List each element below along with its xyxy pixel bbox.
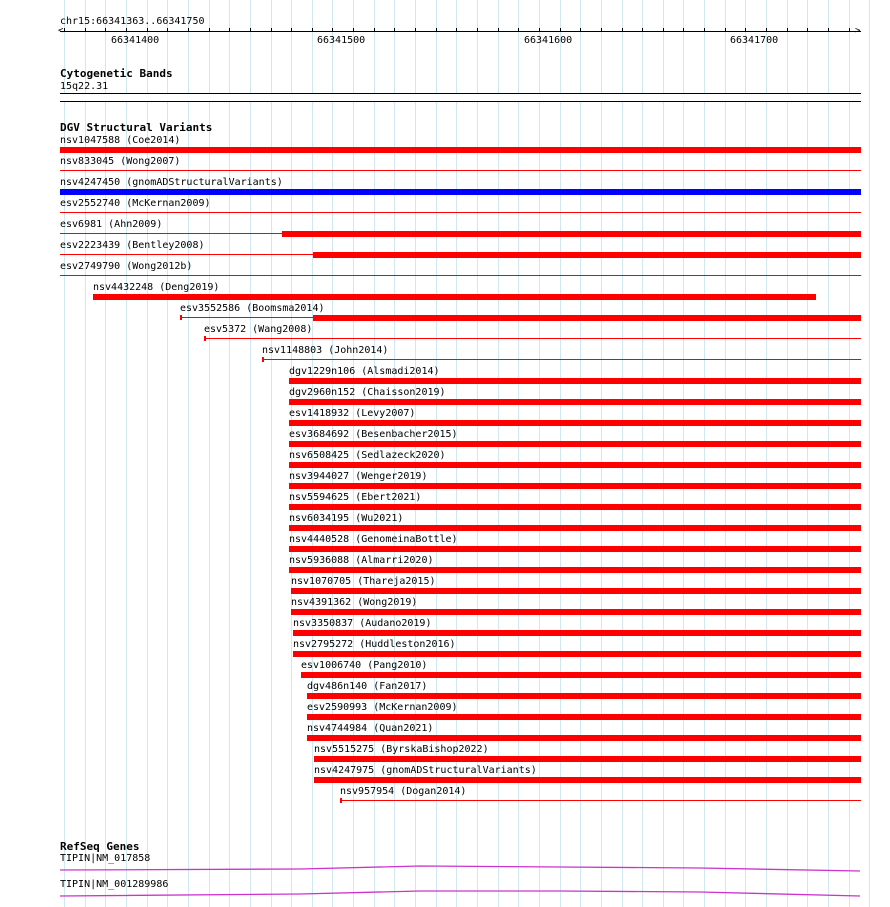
ruler-tick [622,28,623,32]
ruler-tick [250,28,251,32]
ruler-tick [642,28,643,32]
variant-bar[interactable] [293,651,861,657]
variant-label[interactable]: esv3552586 (Boomsma2014) [180,303,325,314]
ruler-tick [745,28,746,32]
grid-line [642,0,643,907]
ruler-tick [167,28,168,32]
variant-label[interactable]: nsv957954 (Dogan2014) [340,786,467,797]
variant-bar[interactable] [314,777,861,783]
variant-bar[interactable] [289,378,861,384]
variant-bar-segment[interactable] [282,231,861,237]
grid-line [229,0,230,907]
ruler-tick [374,28,375,32]
grid-line [580,0,581,907]
ruler-tick [580,28,581,32]
variant-label[interactable]: esv2749790 (Wong2012b) [60,261,193,272]
grid-line [663,0,664,907]
grid-line [704,0,705,907]
variant-bar[interactable] [60,212,861,213]
gene-model-nm-017858[interactable] [60,866,860,871]
ruler-tick [394,28,395,32]
grid-line [745,0,746,907]
ruler-tick [477,28,478,32]
ruler-tick [126,28,127,32]
variant-bar[interactable] [262,359,861,360]
ruler-tick [105,28,106,32]
grid-line [828,0,829,907]
ruler-tick [683,28,684,32]
variant-label[interactable]: esv1418932 (Levy2007) [289,408,416,419]
ruler-tick [456,28,457,32]
variant-bar[interactable] [60,189,861,195]
ruler-axis [60,31,861,32]
grid-line [271,0,272,907]
variant-bar[interactable] [289,483,861,489]
variant-label[interactable]: nsv3350837 (Audano2019) [293,618,432,629]
ruler-tick [147,28,148,32]
cytoband-label[interactable]: 15q22.31 [60,81,109,92]
grid-line [683,0,684,907]
variant-label[interactable]: esv2223439 (Bentley2008) [60,240,205,251]
variant-bar[interactable] [301,672,861,678]
variant-label[interactable]: nsv6034195 (Wu2021) [289,513,404,524]
variant-bar[interactable] [307,735,861,741]
grid-line [725,0,726,907]
grid-line [869,0,870,907]
variant-bar[interactable] [289,399,861,405]
grid-line [601,0,602,907]
ruler-tick [436,28,437,32]
ruler-tick [353,28,354,32]
gene-label[interactable]: TIPIN|NM_017858 [60,853,151,864]
variant-label[interactable]: esv2590993 (McKernan2009) [307,702,458,713]
variant-bar[interactable] [307,693,861,699]
ruler-tick [332,28,333,32]
variant-label[interactable]: nsv4744984 (Quan2021) [307,723,434,734]
ruler-tick-label: 66341600 [524,35,573,46]
ruler-tick [704,28,705,32]
variant-label[interactable]: esv5372 (Wang2008) [204,324,313,335]
grid-line [807,0,808,907]
variant-label[interactable]: dgv486n140 (Fan2017) [307,681,428,692]
ruler-tick [518,28,519,32]
variant-bar[interactable] [289,441,861,447]
variant-label[interactable]: nsv4247450 (gnomADStructuralVariants) [60,177,283,188]
grid-line [622,0,623,907]
ruler-tick [209,28,210,32]
variant-label[interactable]: nsv4391362 (Wong2019) [291,597,418,608]
variant-bar[interactable] [60,170,861,171]
variant-start-marker [340,798,342,803]
ruler-tick [415,28,416,32]
ruler-tick [849,28,850,32]
ruler-tick [85,28,86,32]
gene-label[interactable]: TIPIN|NM_001289986 [60,879,169,890]
gene-model-nm-001289986[interactable] [60,891,860,896]
ruler-tick-label: 66341700 [730,35,779,46]
variant-bar[interactable] [60,275,861,276]
ruler-tick [498,28,499,32]
variant-bar[interactable] [60,147,861,153]
grid-line [250,0,251,907]
variant-label[interactable]: nsv5594625 (Ebert2021) [289,492,422,503]
ruler-tick-label: 66341500 [317,35,366,46]
variant-bar[interactable] [289,525,861,531]
ruler-tick [271,28,272,32]
variant-start-marker [204,336,206,341]
ruler-tick-label: 66341400 [111,35,160,46]
refseq-track-title: RefSeq Genes [60,840,140,853]
ruler-tick [725,28,726,32]
variant-bar[interactable] [289,567,861,573]
variant-label[interactable]: nsv5936088 (Almarri2020) [289,555,434,566]
variant-bar[interactable] [291,588,861,594]
variant-bar-segment[interactable] [313,252,861,258]
variant-label[interactable]: nsv6508425 (Sedlazeck2020) [289,450,446,461]
variant-label[interactable]: esv6981 (Ahn2009) [60,219,163,230]
variant-label[interactable]: nsv1148803 (John2014) [262,345,389,356]
variant-label[interactable]: nsv3944027 (Wenger2019) [289,471,428,482]
grid-line [787,0,788,907]
variant-label[interactable]: nsv4440528 (GenomeinaBottle) [289,534,458,545]
ruler-tick [560,28,561,32]
ruler-tick [601,28,602,32]
grid-line [188,0,189,907]
position-label: chr15:66341363..66341750 [60,16,205,27]
ruler-tick [787,28,788,32]
variant-label[interactable]: dgv1229n106 (Alsmadi2014) [289,366,440,377]
ruler-tick [828,28,829,32]
variant-label[interactable]: nsv833045 (Wong2007) [60,156,181,167]
variant-label[interactable]: esv1006740 (Pang2010) [301,660,428,671]
ruler-tick [807,28,808,32]
grid-line [539,0,540,907]
variant-bar-segment[interactable] [313,315,861,321]
ruler-left-arrow: < [58,26,64,36]
cytoband-track-title: Cytogenetic Bands [60,67,173,80]
variant-label[interactable]: esv3684692 (Besenbacher2015) [289,429,458,440]
ruler-tick [64,28,65,32]
ruler-tick [312,28,313,32]
variant-bar[interactable] [293,630,861,636]
variant-bar[interactable] [289,546,861,552]
ruler-tick [229,28,230,32]
ruler-tick [188,28,189,32]
variant-start-marker [262,357,264,362]
variant-label[interactable]: nsv1070705 (Thareja2015) [291,576,436,587]
variant-label[interactable]: nsv5515275 (ByrskaBishop2022) [314,744,489,755]
variant-bar[interactable] [307,714,861,720]
ruler-tick [663,28,664,32]
variant-bar[interactable] [204,338,861,339]
variant-label[interactable]: nsv4432248 (Deng2019) [93,282,220,293]
grid-line [766,0,767,907]
variant-bar[interactable] [340,800,861,801]
variant-bar[interactable] [289,420,861,426]
variant-start-marker [180,315,182,320]
ruler-right-arrow: > [855,26,861,36]
ruler-tick [539,28,540,32]
variant-bar[interactable] [93,294,816,300]
grid-line [560,0,561,907]
cytoband-bar[interactable] [60,93,861,102]
variant-bar[interactable] [314,756,861,762]
grid-line [209,0,210,907]
dgv-track-title: DGV Structural Variants [60,121,213,134]
variant-label[interactable]: nsv4247975 (gnomADStructuralVariants) [314,765,537,776]
variant-label[interactable]: nsv1047588 (Coe2014) [60,135,181,146]
variant-bar[interactable] [289,462,861,468]
ruler-tick [291,28,292,32]
variant-bar[interactable] [291,609,861,615]
variant-label[interactable]: nsv2795272 (Huddleston2016) [293,639,456,650]
ruler-tick [766,28,767,32]
grid-line [849,0,850,907]
variant-label[interactable]: dgv2960n152 (Chaisson2019) [289,387,446,398]
variant-label[interactable]: esv2552740 (McKernan2009) [60,198,211,209]
variant-bar[interactable] [289,504,861,510]
